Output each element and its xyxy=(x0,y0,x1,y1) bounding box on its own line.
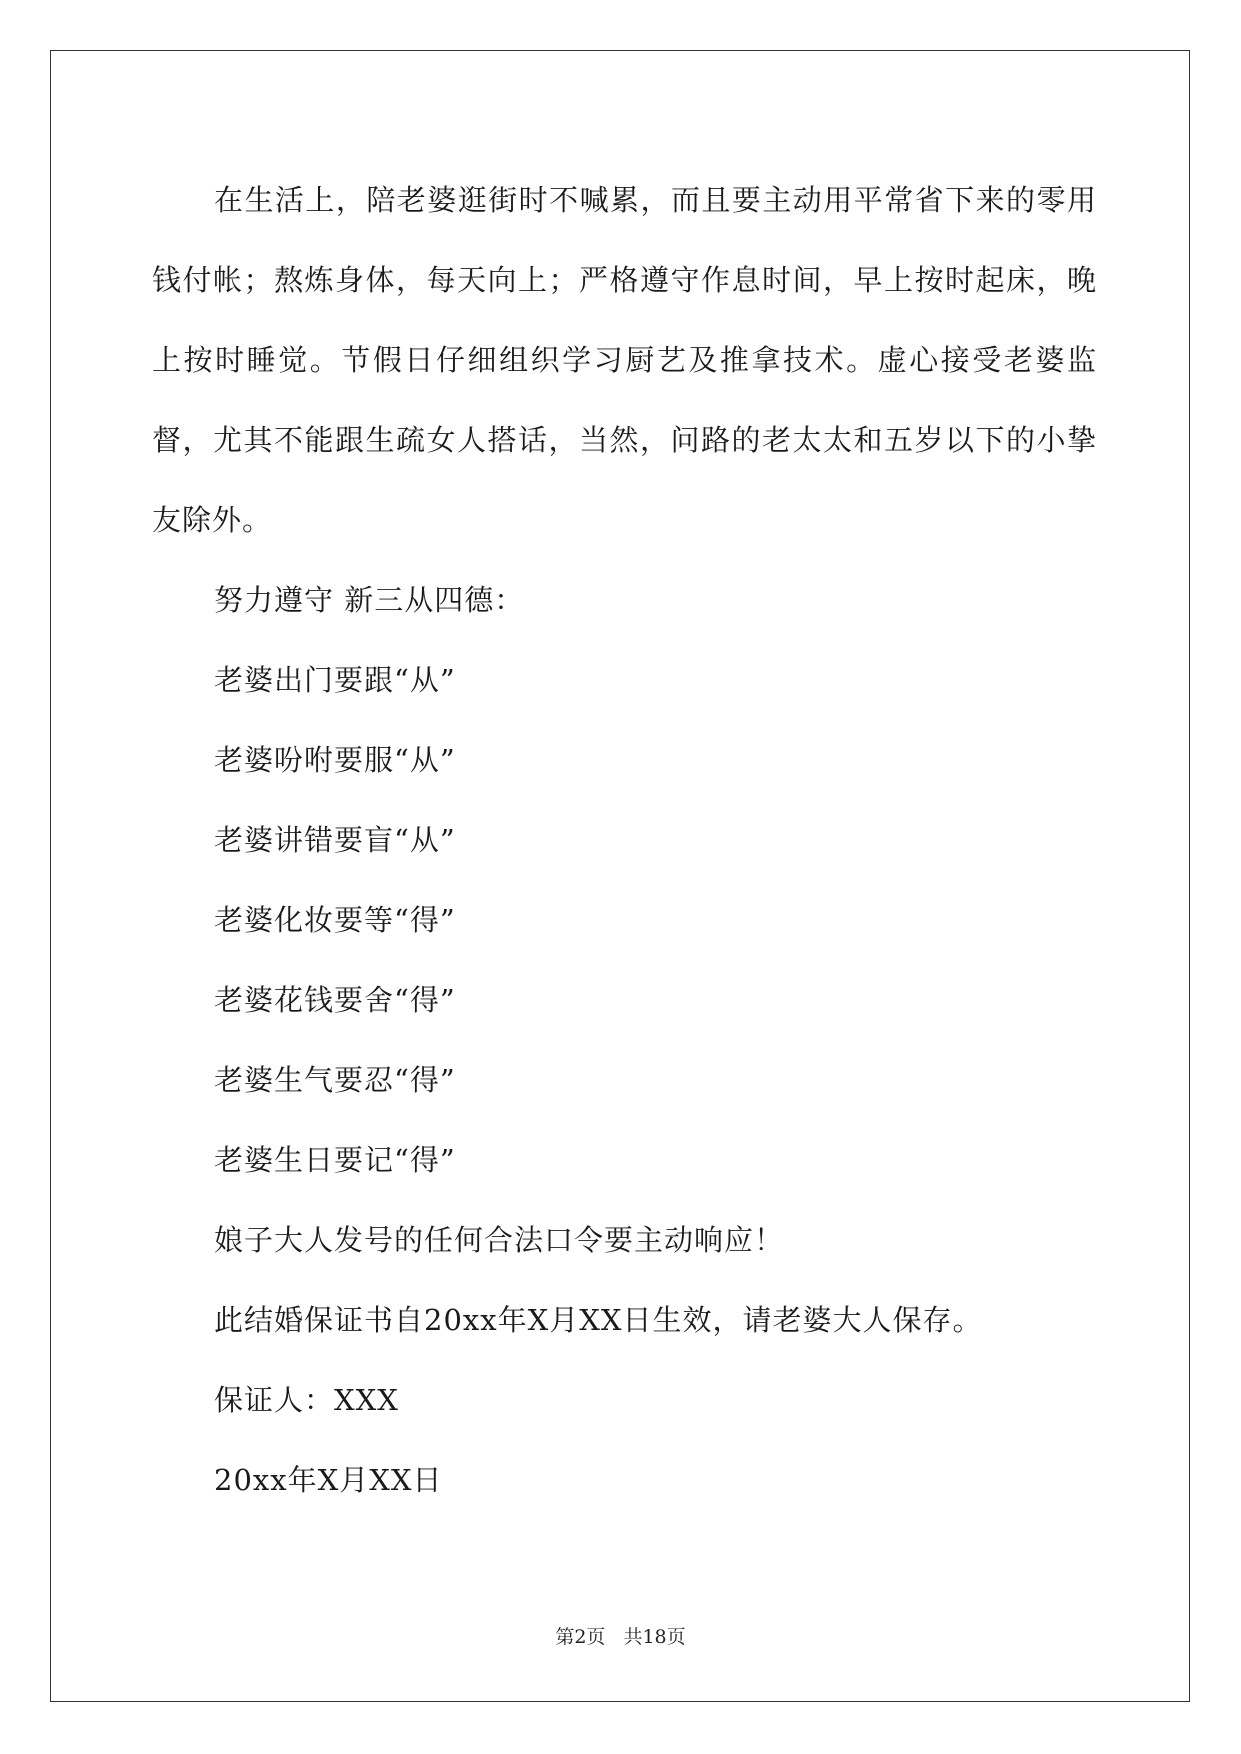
date-line: 20xx年X月XX日 xyxy=(214,1463,443,1497)
text-line: 老婆讲错要盲“从” xyxy=(214,823,456,857)
guarantor-line: 保证人：XXX xyxy=(214,1383,399,1417)
text-line: 此结婚保证书自20xx年X月XX日生效，请老婆大人保存。 xyxy=(214,1303,983,1337)
text-line: 老婆吩咐要服“从” xyxy=(214,743,456,777)
paragraph-daily-life: 在生活上，陪老婆逛街时不喊累，而且要主动用平常省下来的零用钱付帐；熬炼身体，每天向上；严格遵守作息时间，早上按时起床，晚上按时睡觉。节假日仔细组织学习厨艺及推拿技术。虚心接受老婆监督，尤其不能跟生疏女人搭话，当然，问路的老太太和五岁以下的小挚友除外。 xyxy=(152,183,1097,537)
text-line: 老婆花钱要舍“得” xyxy=(214,983,456,1017)
text-line: 老婆出门要跟“从” xyxy=(214,663,456,697)
text-line: 娘子大人发号的任何合法口令要主动响应！ xyxy=(214,1223,785,1257)
document-body xyxy=(152,160,1097,1520)
text-line: 老婆生气要忍“得” xyxy=(214,1063,456,1097)
page-number: 第2页 xyxy=(555,1626,606,1648)
page-footer xyxy=(0,1622,1241,1649)
text-line: 努力遵守 新三从四德： xyxy=(214,583,525,617)
page-total: 共18页 xyxy=(623,1626,686,1648)
text-line: 老婆化妆要等“得” xyxy=(214,903,456,937)
text-line: 老婆生日要记“得” xyxy=(214,1143,456,1177)
